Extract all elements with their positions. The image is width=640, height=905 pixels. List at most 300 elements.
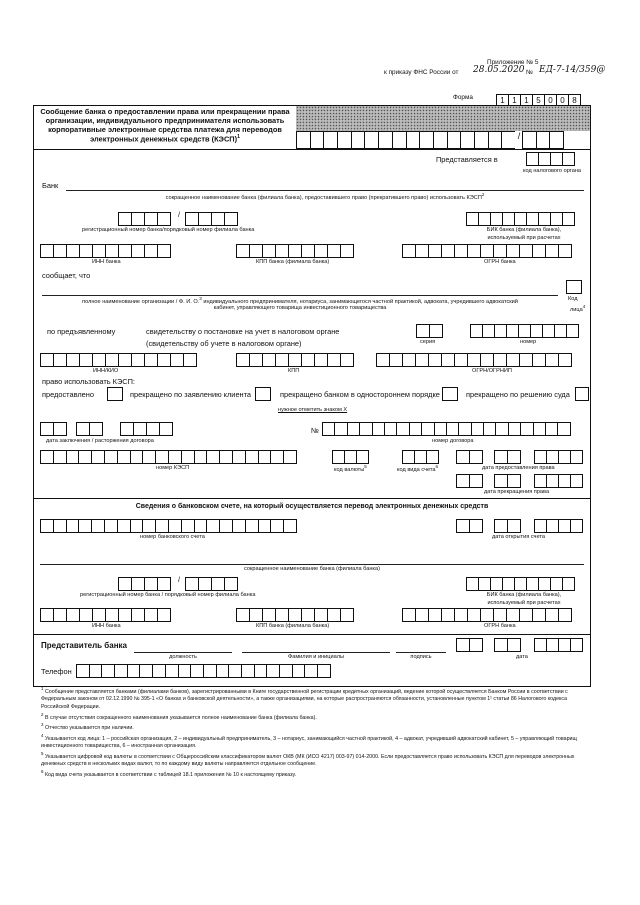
- entry-cell[interactable]: [232, 519, 246, 533]
- bank-inn[interactable]: [40, 244, 170, 258]
- entry-cell[interactable]: [40, 450, 54, 464]
- entry-cell[interactable]: [139, 664, 153, 678]
- entry-cell[interactable]: [66, 519, 80, 533]
- client-inn-kio[interactable]: [40, 353, 196, 367]
- entry-cell[interactable]: [519, 608, 533, 622]
- entry-cell[interactable]: [488, 131, 503, 149]
- client-kpp[interactable]: [236, 353, 353, 367]
- entry-cell[interactable]: [157, 577, 171, 591]
- entry-cell[interactable]: [507, 450, 521, 464]
- bank-ogrn[interactable]: [402, 244, 571, 258]
- entry-cell[interactable]: [40, 353, 54, 367]
- entry-cell[interactable]: [545, 422, 558, 436]
- entry-cell[interactable]: [396, 422, 409, 436]
- entry-cell[interactable]: [131, 608, 145, 622]
- entry-cell[interactable]: [130, 519, 144, 533]
- entry-cell[interactable]: [165, 664, 179, 678]
- entry-cell[interactable]: [441, 608, 455, 622]
- tax-office-code[interactable]: [526, 152, 574, 166]
- entry-cell[interactable]: [118, 353, 132, 367]
- entry-cell[interactable]: [441, 353, 455, 367]
- stopped-court-checkbox[interactable]: [575, 387, 589, 401]
- entry-cell[interactable]: [456, 450, 470, 464]
- entry-cell[interactable]: [562, 152, 575, 166]
- acc-bank-ogrn[interactable]: [402, 608, 571, 622]
- entry-cell[interactable]: [378, 131, 393, 149]
- entry-cell[interactable]: [105, 244, 119, 258]
- entry-cell[interactable]: [258, 519, 272, 533]
- entry-cell[interactable]: [224, 212, 238, 226]
- entry-cell[interactable]: [144, 212, 158, 226]
- entry-cell[interactable]: [224, 577, 238, 591]
- entry-cell[interactable]: [402, 608, 416, 622]
- entry-cell[interactable]: [131, 353, 145, 367]
- entry-cell[interactable]: [211, 212, 225, 226]
- entry-cell[interactable]: [507, 638, 521, 652]
- entry-cell[interactable]: [130, 450, 144, 464]
- entry-cell[interactable]: [114, 664, 128, 678]
- entry-cell[interactable]: [190, 664, 204, 678]
- entry-cell[interactable]: [327, 244, 341, 258]
- entry-cell[interactable]: [454, 244, 468, 258]
- entry-cell[interactable]: [493, 353, 507, 367]
- entry-cell[interactable]: [211, 577, 225, 591]
- entry-cell[interactable]: [92, 608, 106, 622]
- entry-cell[interactable]: [131, 244, 145, 258]
- client-ogrn[interactable]: [376, 353, 571, 367]
- open-year[interactable]: [534, 519, 582, 533]
- entry-cell[interactable]: [421, 422, 434, 436]
- entry-cell[interactable]: [53, 519, 67, 533]
- entry-cell[interactable]: [89, 422, 103, 436]
- phone-number[interactable]: [76, 664, 330, 678]
- entry-cell[interactable]: [181, 450, 195, 464]
- entry-cell[interactable]: [495, 422, 508, 436]
- entry-cell[interactable]: [288, 608, 302, 622]
- entry-cell[interactable]: [79, 353, 93, 367]
- entry-cell[interactable]: [428, 244, 442, 258]
- entry-cell[interactable]: [558, 608, 572, 622]
- entry-cell[interactable]: [178, 664, 192, 678]
- entry-cell[interactable]: [416, 324, 430, 338]
- entry-cell[interactable]: [296, 131, 311, 149]
- bank-branch-number[interactable]: [185, 212, 237, 226]
- entry-cell[interactable]: [262, 244, 276, 258]
- entry-cell[interactable]: [545, 353, 559, 367]
- account-type-caption: код вида счета$^6$: [397, 464, 439, 473]
- entry-cell[interactable]: [469, 474, 483, 488]
- entry-cell[interactable]: [203, 664, 217, 678]
- sign-day[interactable]: [456, 638, 482, 652]
- entry-cell[interactable]: [283, 519, 297, 533]
- entry-cell[interactable]: [288, 244, 302, 258]
- entry-cell[interactable]: [351, 131, 366, 149]
- entry-cell[interactable]: [40, 608, 54, 622]
- entry-cell[interactable]: [471, 422, 484, 436]
- entry-cell[interactable]: [334, 422, 347, 436]
- entry-cell[interactable]: [520, 422, 533, 436]
- entry-cell[interactable]: [545, 244, 559, 258]
- entry-cell[interactable]: [415, 608, 429, 622]
- entry-cell[interactable]: [89, 664, 103, 678]
- entry-cell[interactable]: [206, 519, 220, 533]
- contract-month[interactable]: [76, 422, 102, 436]
- entry-cell[interactable]: [232, 450, 246, 464]
- entry-cell[interactable]: [117, 450, 131, 464]
- entry-cell[interactable]: [155, 450, 169, 464]
- entry-cell[interactable]: [434, 422, 447, 436]
- entry-cell[interactable]: [152, 664, 166, 678]
- entry-cell[interactable]: [53, 450, 67, 464]
- entry-cell[interactable]: [144, 577, 158, 591]
- entry-cell[interactable]: [480, 244, 494, 258]
- entry-cell[interactable]: [314, 353, 328, 367]
- stop-year[interactable]: [534, 474, 582, 488]
- entry-cell[interactable]: [376, 353, 390, 367]
- entry-cell[interactable]: [493, 608, 507, 622]
- grant-month[interactable]: [494, 450, 520, 464]
- entry-cell[interactable]: [144, 608, 158, 622]
- entry-cell[interactable]: [314, 244, 328, 258]
- entry-cell[interactable]: [456, 638, 470, 652]
- contract-year[interactable]: [120, 422, 172, 436]
- entry-cell[interactable]: [236, 353, 250, 367]
- entry-cell[interactable]: [275, 608, 289, 622]
- entry-cell[interactable]: [429, 324, 443, 338]
- entry-cell[interactable]: [314, 608, 328, 622]
- kesp-number[interactable]: [40, 450, 296, 464]
- entry-cell[interactable]: [327, 353, 341, 367]
- entry-cell[interactable]: [494, 474, 508, 488]
- bank-ogrn-caption: ОГРН банка: [484, 259, 516, 265]
- entry-cell[interactable]: [117, 519, 131, 533]
- entry-cell[interactable]: [506, 608, 520, 622]
- entry-cell[interactable]: [133, 422, 147, 436]
- entry-cell[interactable]: [270, 450, 284, 464]
- granted-checkbox[interactable]: [107, 387, 123, 401]
- entry-cell[interactable]: [254, 664, 268, 678]
- stop-day[interactable]: [456, 474, 482, 488]
- entry-cell[interactable]: [507, 474, 521, 488]
- entry-cell[interactable]: [356, 450, 369, 464]
- entry-cell[interactable]: [304, 664, 318, 678]
- entry-cell[interactable]: [532, 353, 546, 367]
- entry-cell[interactable]: [480, 608, 494, 622]
- account-type-code[interactable]: [402, 450, 438, 464]
- entry-cell[interactable]: [66, 244, 80, 258]
- entry-cell[interactable]: [292, 664, 306, 678]
- entry-cell[interactable]: [131, 212, 145, 226]
- entry-cell[interactable]: [101, 664, 115, 678]
- entry-cell[interactable]: [236, 608, 250, 622]
- entry-cell[interactable]: [359, 422, 372, 436]
- entry-cell[interactable]: [40, 422, 54, 436]
- entry-cell[interactable]: [469, 519, 483, 533]
- cert-series[interactable]: [416, 324, 442, 338]
- entry-cell[interactable]: [157, 608, 171, 622]
- entry-cell[interactable]: [467, 608, 481, 622]
- entry-cell[interactable]: [219, 450, 233, 464]
- entry-cell[interactable]: [474, 131, 489, 149]
- entry-cell[interactable]: [144, 244, 158, 258]
- entry-cell[interactable]: [501, 131, 516, 149]
- entry-cell[interactable]: [536, 131, 551, 149]
- entry-cell[interactable]: [266, 664, 280, 678]
- entry-cell[interactable]: [118, 244, 132, 258]
- entry-cell[interactable]: [258, 450, 272, 464]
- entry-cell[interactable]: [104, 450, 118, 464]
- entry-cell[interactable]: [157, 244, 171, 258]
- bank-bik[interactable]: [466, 212, 574, 226]
- entry-cell[interactable]: [170, 353, 184, 367]
- entry-cell[interactable]: [168, 450, 182, 464]
- entry-cell[interactable]: [460, 131, 475, 149]
- entry-cell[interactable]: [508, 422, 521, 436]
- entry-cell[interactable]: [402, 244, 416, 258]
- entry-cell[interactable]: [323, 131, 338, 149]
- entry-cell[interactable]: [262, 353, 276, 367]
- slash: /: [515, 131, 523, 149]
- entry-cell[interactable]: [185, 577, 199, 591]
- entry-cell[interactable]: [91, 450, 105, 464]
- entry-cell[interactable]: [40, 519, 54, 533]
- entry-cell[interactable]: [549, 131, 564, 149]
- entry-cell[interactable]: [301, 244, 315, 258]
- entry-cell[interactable]: [507, 519, 521, 533]
- entry-cell[interactable]: [144, 353, 158, 367]
- entry-cell[interactable]: [340, 353, 354, 367]
- entry-cell[interactable]: [236, 244, 250, 258]
- entry-cell[interactable]: [105, 353, 119, 367]
- entry-cell[interactable]: [562, 212, 575, 226]
- entry-cell[interactable]: [494, 638, 508, 652]
- entry-cell[interactable]: [340, 608, 354, 622]
- entry-cell[interactable]: [283, 450, 297, 464]
- entry-cell[interactable]: [216, 664, 230, 678]
- entry-cell[interactable]: [120, 422, 134, 436]
- entry-cell[interactable]: [157, 212, 171, 226]
- entry-cell[interactable]: [127, 664, 141, 678]
- acc-bank-reg-number[interactable]: [118, 577, 170, 591]
- stopped-client-checkbox[interactable]: [255, 387, 271, 401]
- entry-cell[interactable]: [558, 244, 572, 258]
- entry-cell[interactable]: [337, 131, 352, 149]
- entry-cell[interactable]: [288, 353, 302, 367]
- entry-cell[interactable]: [428, 608, 442, 622]
- entry-cell[interactable]: [532, 608, 546, 622]
- entry-cell[interactable]: [506, 244, 520, 258]
- entry-cell[interactable]: [340, 244, 354, 258]
- entry-cell[interactable]: [458, 422, 471, 436]
- acc-bank-inn[interactable]: [40, 608, 170, 622]
- entry-cell[interactable]: [392, 131, 407, 149]
- entry-cell[interactable]: [40, 244, 54, 258]
- entry-cell[interactable]: [249, 353, 263, 367]
- entry-cell[interactable]: [155, 519, 169, 533]
- entry-cell[interactable]: [228, 664, 242, 678]
- entry-cell[interactable]: [409, 422, 422, 436]
- entry-cell[interactable]: [447, 131, 462, 149]
- contract-day[interactable]: [40, 422, 66, 436]
- entry-cell[interactable]: [317, 664, 331, 678]
- entry-cell[interactable]: [241, 664, 255, 678]
- entry-cell[interactable]: [206, 450, 220, 464]
- entry-cell[interactable]: [131, 577, 145, 591]
- entry-cell[interactable]: [456, 474, 470, 488]
- entry-cell[interactable]: [522, 131, 537, 149]
- entry-cell[interactable]: [249, 608, 263, 622]
- entry-cell[interactable]: [493, 244, 507, 258]
- entry-cell[interactable]: [467, 244, 481, 258]
- entry-cell[interactable]: [142, 519, 156, 533]
- entry-cell[interactable]: [558, 353, 572, 367]
- stopped-bank-checkbox[interactable]: [442, 387, 458, 401]
- entry-cell[interactable]: [219, 519, 233, 533]
- title-divider: [33, 149, 591, 150]
- entry-cell[interactable]: [245, 519, 259, 533]
- entry-cell[interactable]: [570, 519, 583, 533]
- entry-cell[interactable]: [310, 131, 325, 149]
- currency-code[interactable]: [332, 450, 368, 464]
- entry-cell[interactable]: [270, 519, 284, 533]
- entry-cell[interactable]: [53, 353, 67, 367]
- entry-cell[interactable]: [454, 353, 468, 367]
- entry-cell[interactable]: [146, 422, 160, 436]
- entry-cell[interactable]: [91, 519, 105, 533]
- entry-cell[interactable]: [53, 244, 67, 258]
- bank-kpp[interactable]: [236, 244, 353, 258]
- acc-bank-kpp[interactable]: [236, 608, 353, 622]
- entry-cell[interactable]: [469, 450, 483, 464]
- entry-cell[interactable]: [66, 450, 80, 464]
- entry-cell[interactable]: [545, 608, 559, 622]
- entry-cell[interactable]: [194, 519, 208, 533]
- entry-cell[interactable]: [142, 450, 156, 464]
- open-month[interactable]: [494, 519, 520, 533]
- entry-cell[interactable]: [159, 422, 173, 436]
- entry-cell[interactable]: [441, 244, 455, 258]
- entry-cell[interactable]: [327, 608, 341, 622]
- entry-cell[interactable]: [118, 608, 132, 622]
- entry-cell[interactable]: [301, 608, 315, 622]
- entry-cell[interactable]: [533, 422, 546, 436]
- entry-cell[interactable]: [562, 577, 575, 591]
- entry-cell[interactable]: [198, 577, 212, 591]
- entry-cell[interactable]: [570, 474, 583, 488]
- entry-cell[interactable]: [79, 608, 93, 622]
- entry-cell[interactable]: [384, 422, 397, 436]
- entry-cell[interactable]: [402, 353, 416, 367]
- entry-cell[interactable]: [185, 212, 199, 226]
- entry-cell[interactable]: [467, 353, 481, 367]
- grant-day[interactable]: [456, 450, 482, 464]
- entry-cell[interactable]: [66, 353, 80, 367]
- entry-cell[interactable]: [532, 244, 546, 258]
- entry-cell[interactable]: [66, 608, 80, 622]
- acc-bank-bik[interactable]: [466, 577, 574, 591]
- entry-cell[interactable]: [566, 324, 579, 338]
- entry-cell[interactable]: [245, 450, 259, 464]
- entry-cell[interactable]: [78, 519, 92, 533]
- entry-cell[interactable]: [79, 244, 93, 258]
- open-day[interactable]: [456, 519, 482, 533]
- entry-cell[interactable]: [506, 353, 520, 367]
- entry-cell[interactable]: [118, 577, 132, 591]
- entry-cell[interactable]: [92, 244, 106, 258]
- entry-cell[interactable]: [118, 212, 132, 226]
- entry-cell[interactable]: [76, 422, 90, 436]
- entry-cell[interactable]: [279, 664, 293, 678]
- entry-cell[interactable]: [456, 519, 470, 533]
- entry-cell[interactable]: [157, 353, 171, 367]
- entry-cell[interactable]: [419, 131, 434, 149]
- entry-cell[interactable]: [428, 353, 442, 367]
- entry-cell[interactable]: [347, 422, 360, 436]
- sign-year[interactable]: [534, 638, 582, 652]
- entry-cell[interactable]: [183, 353, 197, 367]
- entry-cell[interactable]: [53, 422, 67, 436]
- cert-number[interactable]: [470, 324, 578, 338]
- person-code-box[interactable]: [566, 280, 582, 294]
- contract-number[interactable]: [322, 422, 570, 436]
- entry-cell[interactable]: [406, 131, 421, 149]
- acc-bank-branch-number[interactable]: [185, 577, 237, 591]
- entry-cell[interactable]: [53, 608, 67, 622]
- title-number-boxes[interactable]: [296, 131, 563, 149]
- entry-cell[interactable]: [364, 131, 379, 149]
- bank-reg-number[interactable]: [118, 212, 170, 226]
- entry-cell[interactable]: [494, 450, 508, 464]
- entry-cell[interactable]: [76, 664, 90, 678]
- entry-cell[interactable]: [454, 608, 468, 622]
- entry-cell[interactable]: [92, 353, 106, 367]
- entry-cell[interactable]: [262, 608, 276, 622]
- entry-cell[interactable]: [322, 422, 335, 436]
- entry-cell[interactable]: [494, 519, 508, 533]
- entry-cell[interactable]: [557, 422, 570, 436]
- entry-cell[interactable]: [570, 638, 583, 652]
- entry-cell[interactable]: [181, 519, 195, 533]
- entry-cell[interactable]: [168, 519, 182, 533]
- entry-cell[interactable]: [415, 353, 429, 367]
- entry-cell[interactable]: [194, 450, 208, 464]
- entry-cell[interactable]: [389, 353, 403, 367]
- entry-cell[interactable]: [433, 131, 448, 149]
- entry-cell[interactable]: [415, 244, 429, 258]
- sign-month[interactable]: [494, 638, 520, 652]
- entry-cell[interactable]: [275, 353, 289, 367]
- entry-cell[interactable]: [426, 450, 439, 464]
- entry-cell[interactable]: [480, 353, 494, 367]
- entry-cell[interactable]: [249, 244, 263, 258]
- entry-cell[interactable]: [483, 422, 496, 436]
- entry-cell[interactable]: [275, 244, 289, 258]
- entry-cell[interactable]: [519, 353, 533, 367]
- entry-cell[interactable]: [469, 638, 483, 652]
- entry-cell[interactable]: [105, 608, 119, 622]
- entry-cell[interactable]: [104, 519, 118, 533]
- entry-cell[interactable]: [372, 422, 385, 436]
- entry-cell[interactable]: [446, 422, 459, 436]
- entry-cell[interactable]: [301, 353, 315, 367]
- entry-cell[interactable]: [198, 212, 212, 226]
- stop-month[interactable]: [494, 474, 520, 488]
- entry-cell[interactable]: [570, 450, 583, 464]
- entry-cell[interactable]: [78, 450, 92, 464]
- account-number[interactable]: [40, 519, 296, 533]
- grant-year[interactable]: [534, 450, 582, 464]
- entry-cell[interactable]: [519, 244, 533, 258]
